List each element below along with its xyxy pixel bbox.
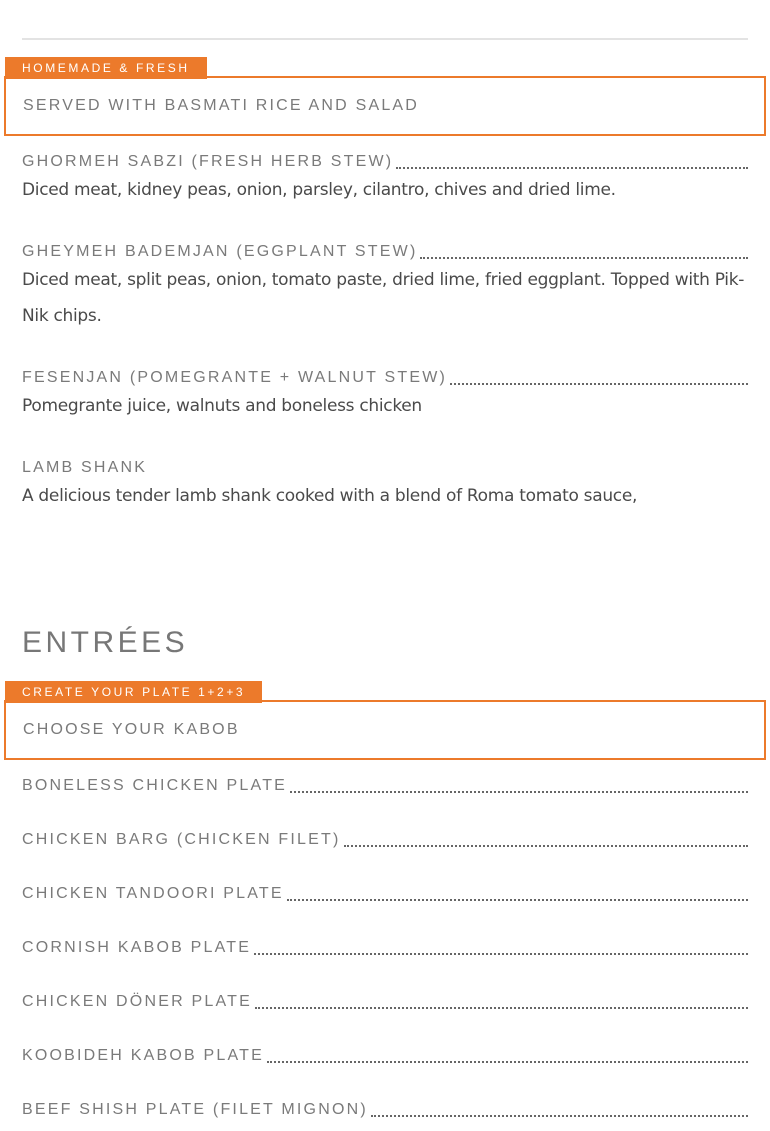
item-name: LAMB SHANK	[22, 459, 148, 476]
choose-kabob-box	[4, 700, 766, 760]
item-description: Diced meat, split peas, onion, tomato paste, dried lime, fried eggplant. Topped with Pik-Nik chips.	[22, 270, 745, 326]
homemade-fresh-tag: HOMEMADE & FRESH	[5, 57, 207, 79]
item-name: BEEF SHISH PLATE (FILET MIGNON)	[22, 1101, 368, 1118]
menu-item	[22, 988, 748, 1012]
dotted-leader	[254, 953, 748, 955]
dotted-leader	[371, 1115, 748, 1117]
item-description: Pomegrante juice, walnuts and boneless chicken	[22, 396, 422, 416]
item-name: KOOBIDEH KABOB PLATE	[22, 1047, 264, 1064]
served-with-label: SERVED WITH BASMATI RICE AND SALAD	[23, 97, 420, 114]
menu-item	[22, 238, 748, 334]
dotted-leader	[396, 167, 748, 169]
item-description: A delicious tender lamb shank cooked with a blend of Roma tomato sauce,	[22, 486, 638, 506]
entrees-heading: ENTRÉES	[22, 626, 189, 659]
dotted-leader	[420, 257, 748, 259]
menu-item	[22, 1096, 748, 1120]
menu-item	[22, 826, 748, 850]
choose-kabob-label: CHOOSE YOUR KABOB	[23, 721, 240, 738]
menu-item	[22, 934, 748, 958]
menu-item	[22, 1042, 748, 1066]
item-name: GHORMEH SABZI (FRESH HERB STEW)	[22, 153, 394, 170]
item-name: CORNISH KABOB PLATE	[22, 939, 252, 956]
menu-item	[22, 148, 748, 208]
item-name: BONELESS CHICKEN PLATE	[22, 777, 288, 794]
dotted-leader	[255, 1007, 748, 1009]
menu-item	[22, 772, 748, 796]
item-name: CHICKEN DÖNER PLATE	[22, 993, 252, 1010]
item-name: CHICKEN BARG (CHICKEN FILET)	[22, 831, 341, 848]
item-name: GHEYMEH BADEMJAN (EGGPLANT STEW)	[22, 243, 418, 260]
create-your-plate-tag: CREATE YOUR PLATE 1+2+3	[5, 681, 262, 703]
menu-item	[22, 454, 748, 514]
dotted-leader	[290, 791, 748, 793]
menu-item	[22, 880, 748, 904]
dotted-leader	[267, 1061, 748, 1063]
dotted-leader	[450, 383, 748, 385]
item-name: CHICKEN TANDOORI PLATE	[22, 885, 284, 902]
stews-served-with-box	[4, 76, 766, 136]
item-description: Diced meat, kidney peas, onion, parsley, cilantro, chives and dried lime.	[22, 180, 616, 200]
dotted-leader	[344, 845, 748, 847]
top-divider	[22, 38, 748, 40]
item-name: FESENJAN (POMEGRANTE + WALNUT STEW)	[22, 369, 448, 386]
dotted-leader	[287, 899, 748, 901]
menu-item	[22, 364, 748, 424]
